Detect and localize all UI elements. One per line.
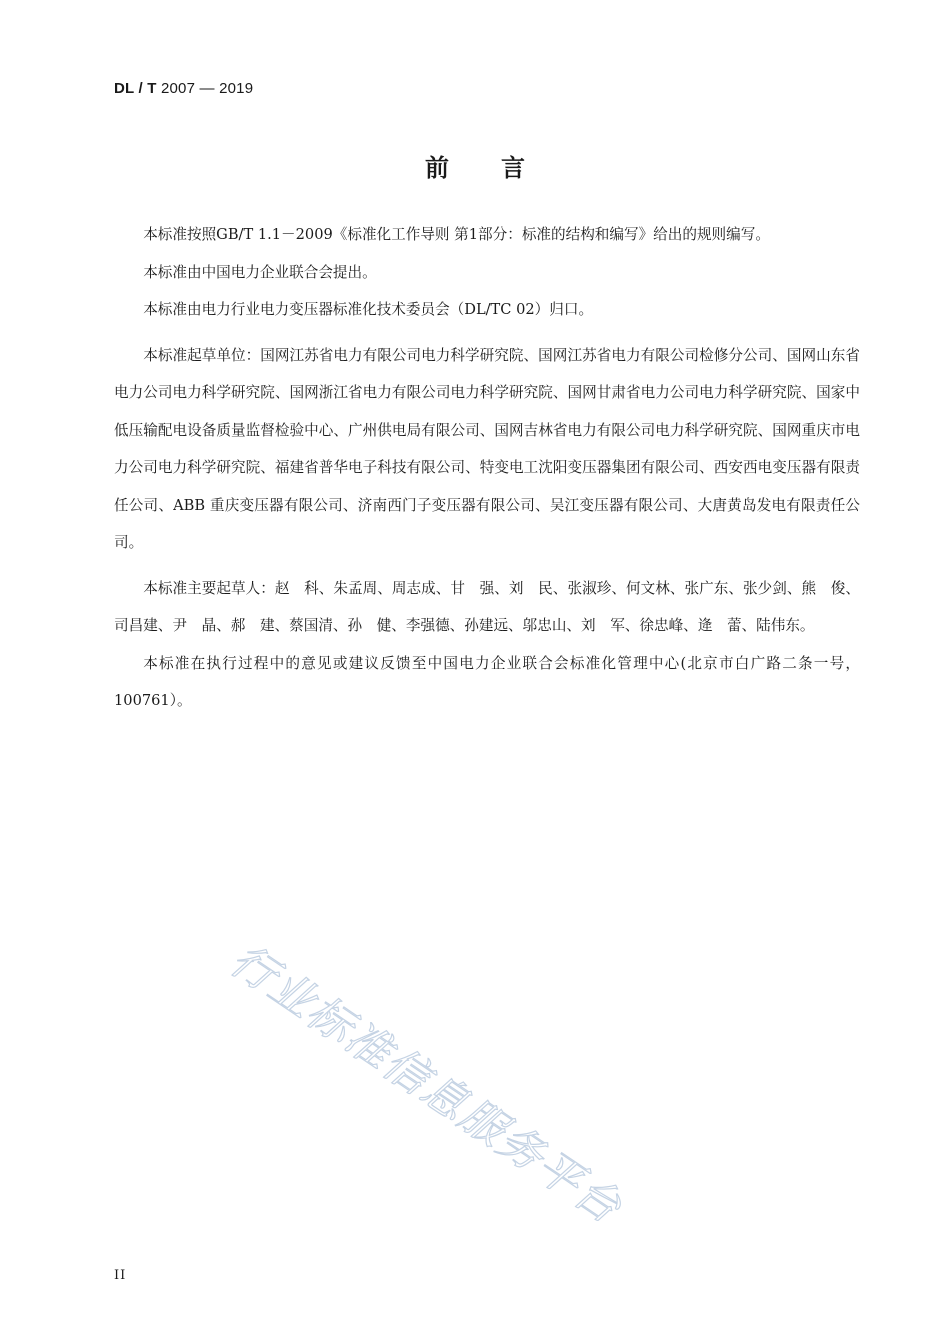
paragraph-drafting-units: 本标准起草单位：国网江苏省电力有限公司电力科学研究院、国网江苏省电力有限公司检修分公司、国网山东省电力公司电力科学研究院、国网浙江省电力有限公司电力科学研究院、国网甘肃省电力公司电力科学研究院、国家中低压输配电设备质量监督检验中心、广州供电局有限公司、国网吉林省电力有限公司电力科学研究院、国网重庆市电力公司电力科学研究院、福建省普华电子科技有限公司、特变电工沈阳变压器集团有限公司、西安西电变压器有限责任公司、ABB 重庆变压器有限公司、济南西门子变压器有限公司、吴江变压器有限公司、大唐黄岛发电有限责任公司。 xyxy=(114,346,860,551)
watermark: 行业标准信息服务平台 xyxy=(221,934,632,1235)
foreword-body xyxy=(114,216,860,720)
document-code xyxy=(114,80,253,97)
paragraph-drafters: 本标准主要起草人：赵 科、朱孟周、周志成、甘 强、刘 民、张淑珍、何文林、张广东、张少剑、熊 俊、司昌建、尹 晶、郝 建、蔡国清、孙 健、李强德、孙建远、邬忠山、刘 军、徐忠峰、逄 蕾、陆伟东。 xyxy=(114,579,860,634)
document-code-prefix: DL / T xyxy=(114,80,157,97)
paragraph-drafting-rules: 本标准按照GB/T 1.1－2009《标准化工作导则 第1部分：标准的结构和编写》给出的规则编写。 xyxy=(143,226,770,243)
page-number: II xyxy=(114,1268,127,1283)
document-code-number: 2007 — 2019 xyxy=(160,80,254,97)
paragraph-proposer: 本标准由中国电力企业联合会提出。 xyxy=(143,263,377,281)
paragraph-administrator: 本标准由电力行业电力变压器标准化技术委员会（DL/TC 02）归口。 xyxy=(143,301,594,318)
paragraph-feedback: 本标准在执行过程中的意见或建议反馈至中国电力企业联合会标准化管理中心(北京市白广路二条一号，100761）。 xyxy=(114,654,860,709)
page-title: 前言 xyxy=(425,154,577,182)
